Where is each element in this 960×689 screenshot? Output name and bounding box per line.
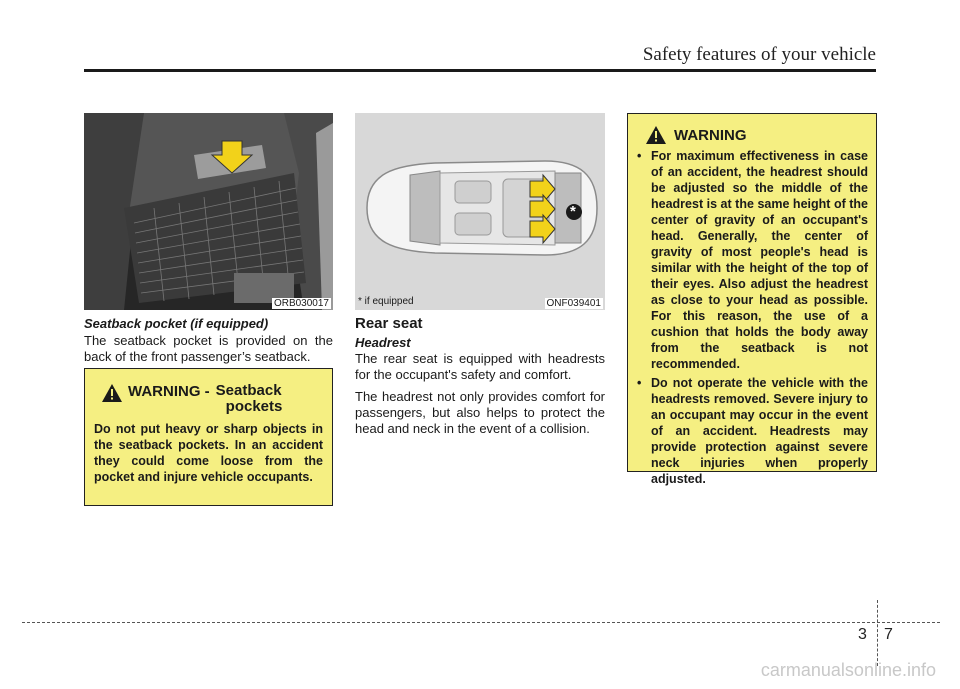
footer-page-divider xyxy=(877,600,878,666)
figure-code: ORB030017 xyxy=(273,298,329,309)
rear-seat-headrest-figure xyxy=(355,113,605,310)
headrest-paragraph-1: The rear seat is equipped with headrests for the occupant's safety and comfort. xyxy=(355,351,605,382)
seatback-pocket-figure xyxy=(84,113,333,310)
seatback-warning-text: Do not put heavy or sharp objects in the seatback pockets. In an accident they could come loose from the pocket and injure vehicle occupants. xyxy=(94,422,323,484)
seatback-pocket-illustration xyxy=(84,113,333,310)
footer-dashed-rule xyxy=(22,622,940,623)
headrest-paragraph-2: The headrest not only provides comfort for passengers, but also helps to protect the head and neck in the event of a collision. xyxy=(355,389,605,436)
headrest-warning-list xyxy=(636,148,868,487)
chapter-number: 3 xyxy=(858,626,867,643)
car-top-view-illustration xyxy=(355,113,605,293)
section-title: Safety features of your vehicle xyxy=(642,44,876,65)
warning-label: WARNING - xyxy=(128,383,210,400)
watermark-text: carmanualsonline.info xyxy=(760,660,936,680)
headrest-warning-item: • Do not operate the vehicle with the headrests removed. Severe injury to an occupant may occur in the event of an accident. Headrests may provide protection against severe neck injuries when properly adjusted. xyxy=(636,375,868,487)
rear-seat-heading: Rear seat xyxy=(355,315,423,332)
headrest-warning-item: • For maximum effectiveness in case of an accident, the headrest should be adjusted so the middle of the headrest is at the same height of the center of gravity of an occupant's head. Generally, the center of gravity of most people's head is similar with the height of the top of their eyes. Also adjust the headrest as close to your head as possible. For this reason, the use of a cushion that holds the body away from the seatback is not recommended. xyxy=(636,148,868,372)
page-number: 7 xyxy=(884,626,893,643)
warning-title-line1: Seatback xyxy=(215,382,282,399)
seatback-pocket-paragraph: The seatback pocket is provided on the back of the front passenger’s seatback. xyxy=(84,333,333,364)
figure-code: ONF039401 xyxy=(546,298,601,309)
warning-title xyxy=(216,383,283,415)
seatback-pocket-subheading: Seatback pocket (if equipped) xyxy=(84,316,269,331)
headrest-subheading: Headrest xyxy=(355,335,411,350)
figure-asterisk-marker: * xyxy=(570,203,576,220)
headrest-warning-box xyxy=(627,113,877,486)
warning-triangle-icon xyxy=(646,126,666,144)
warning-triangle-icon xyxy=(102,384,122,402)
figure-note: * if equipped xyxy=(358,296,414,307)
header-rule xyxy=(84,69,876,72)
seatback-warning-box xyxy=(84,368,333,506)
warning-title-line2: pockets xyxy=(225,398,283,415)
warning-title: WARNING xyxy=(674,126,747,144)
